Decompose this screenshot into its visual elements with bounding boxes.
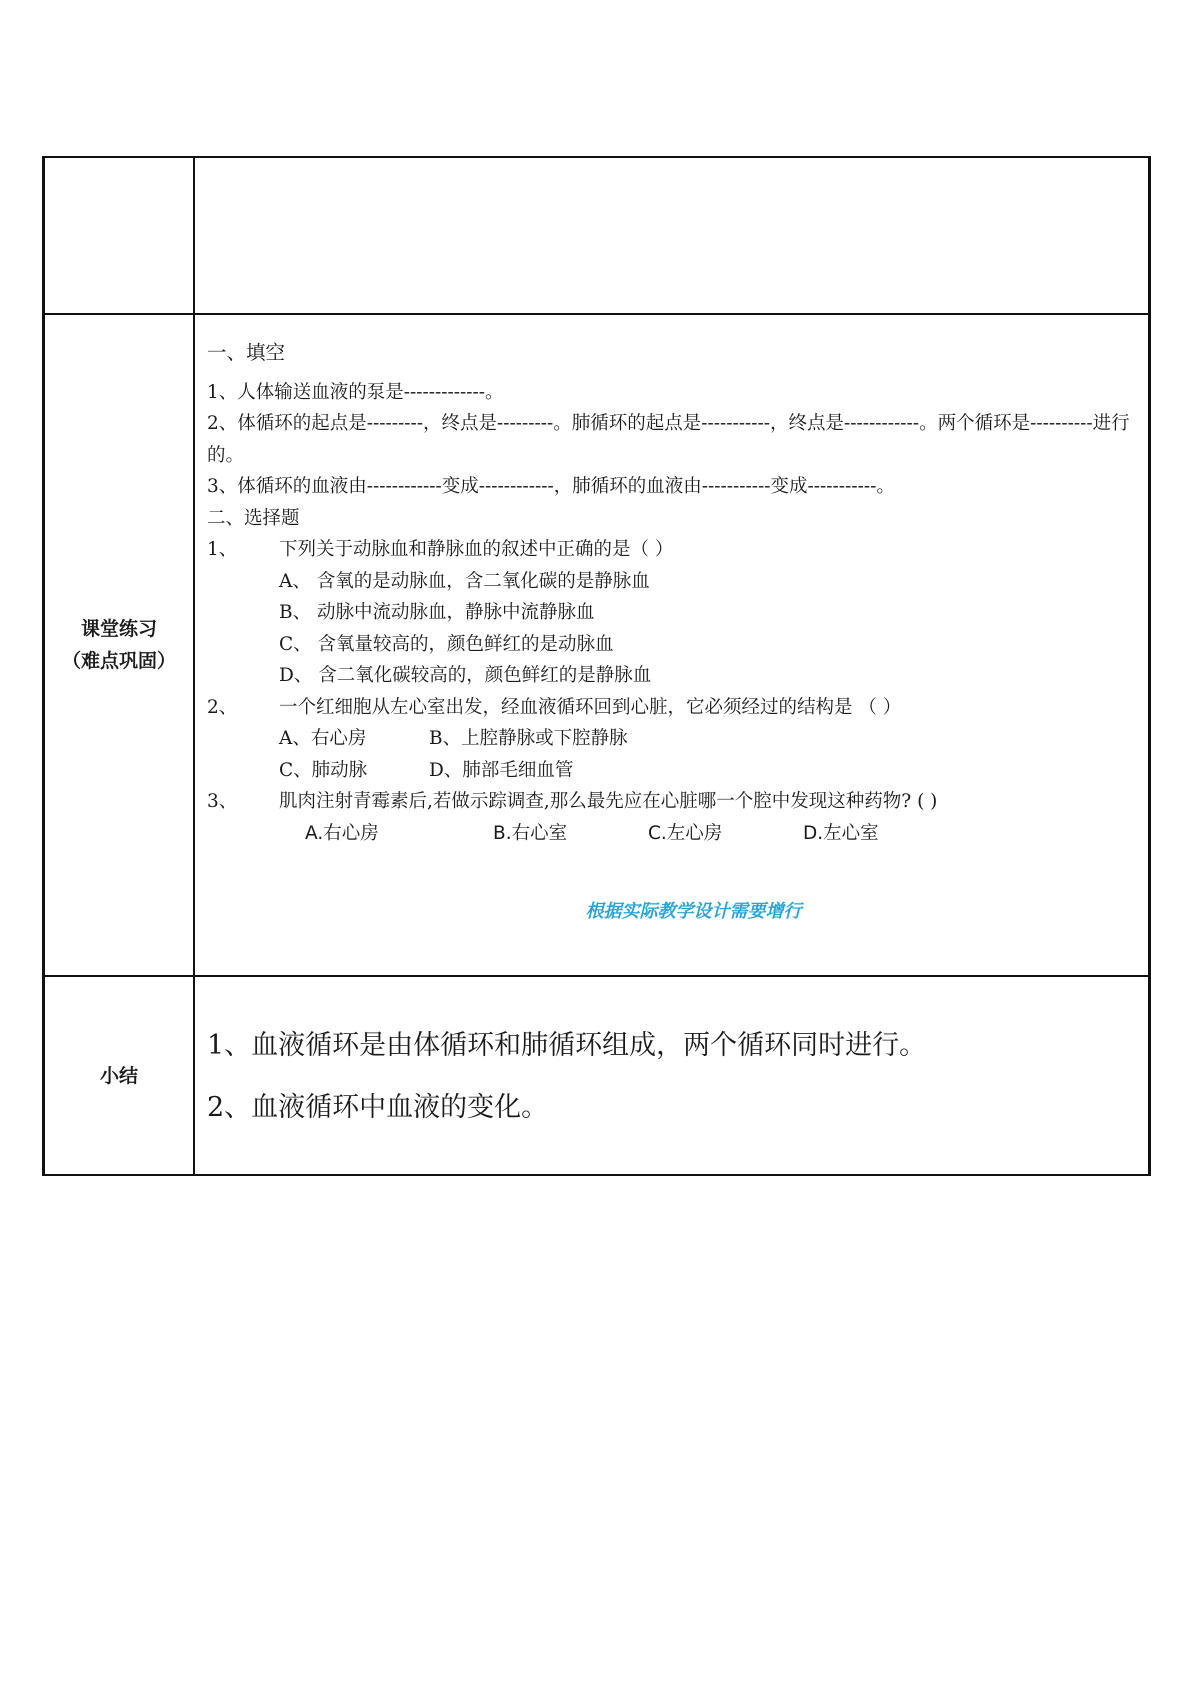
question-text: 肌肉注射青霉素后,若做示踪调查,那么最先应在心脏哪一个腔中发现这种药物? ( ) [279,791,938,812]
practice-content-cell [194,314,1150,976]
choice-option: B.右心室 [493,822,568,844]
summary-content [195,977,1148,1139]
fill-question: 1、人体输送血液的泵是-------------。 [207,381,504,403]
summary-line: 2、血液循环中血液的变化。 [207,1092,549,1123]
add-rows-note: 根据实际教学设计需要增行 [585,901,802,922]
choice-option: C.左心房 [648,822,723,844]
summary-content-cell [194,976,1150,1175]
choice-option: A、右心房 [279,728,367,749]
choice-option: A、 含氧的是动脉血，含二氧化碳的是静脉血 [279,570,650,592]
table-row [44,157,1150,314]
choice-option: A.右心房 [305,822,379,844]
question-number: 3、 [207,791,238,812]
choice-question [207,786,1140,818]
choice-option: D、肺部毛细血管 [429,759,574,781]
choice-option: B、 动脉中流动脉血，静脉中流静脉血 [279,602,595,623]
practice-label-cell [44,314,195,976]
choice-question [207,692,1140,724]
choice-option: D、 含二氧化碳较高的，颜色鲜红的是静脉血 [279,665,652,686]
summary-label-cell [44,976,195,1175]
choice-question [207,534,1140,566]
choice-option: D.左心室 [803,822,879,844]
fill-heading: 一、填空 [207,341,286,364]
choice-options-row [207,723,1140,755]
summary-label: 小结 [99,1064,138,1087]
practice-sublabel: （难点巩固） [61,650,176,672]
choice-option: B、上腔静脉或下腔静脉 [429,728,628,749]
empty-content-cell [194,157,1150,314]
table-row [44,314,1150,976]
choice-options-row [207,818,1140,850]
empty-label-cell [44,157,195,314]
choice-option: C、 含氧量较高的，颜色鲜红的是动脉血 [279,633,614,655]
question-number: 1、 [207,539,238,560]
question-text: 下列关于动脉血和静脉血的叙述中正确的是（ ） [279,539,674,560]
practice-label: 课堂练习 [80,618,157,640]
fill-question: 2、体循环的起点是---------，终点是---------。肺循环的起点是-----------，终点是------------。两个循环是----------进行的。 [207,413,1130,466]
question-number: 2、 [207,696,238,718]
choice-option: C、肺动脉 [279,759,368,781]
choice-options-row [207,755,1140,787]
lesson-table [42,156,1151,1176]
question-text: 一个红细胞从左心室出发，经血液循环回到心脏，它必须经过的结构是 （ ） [279,696,902,718]
table-row [44,976,1150,1175]
choice-heading: 二、选择题 [207,507,300,529]
fill-question: 3、体循环的血液由------------变成------------，肺循环的血液由-----------变成-----------。 [207,476,895,497]
practice-content [195,315,1148,923]
summary-line: 1、血液循环是由体循环和肺循环组成，两个循环同时进行。 [207,1030,927,1061]
